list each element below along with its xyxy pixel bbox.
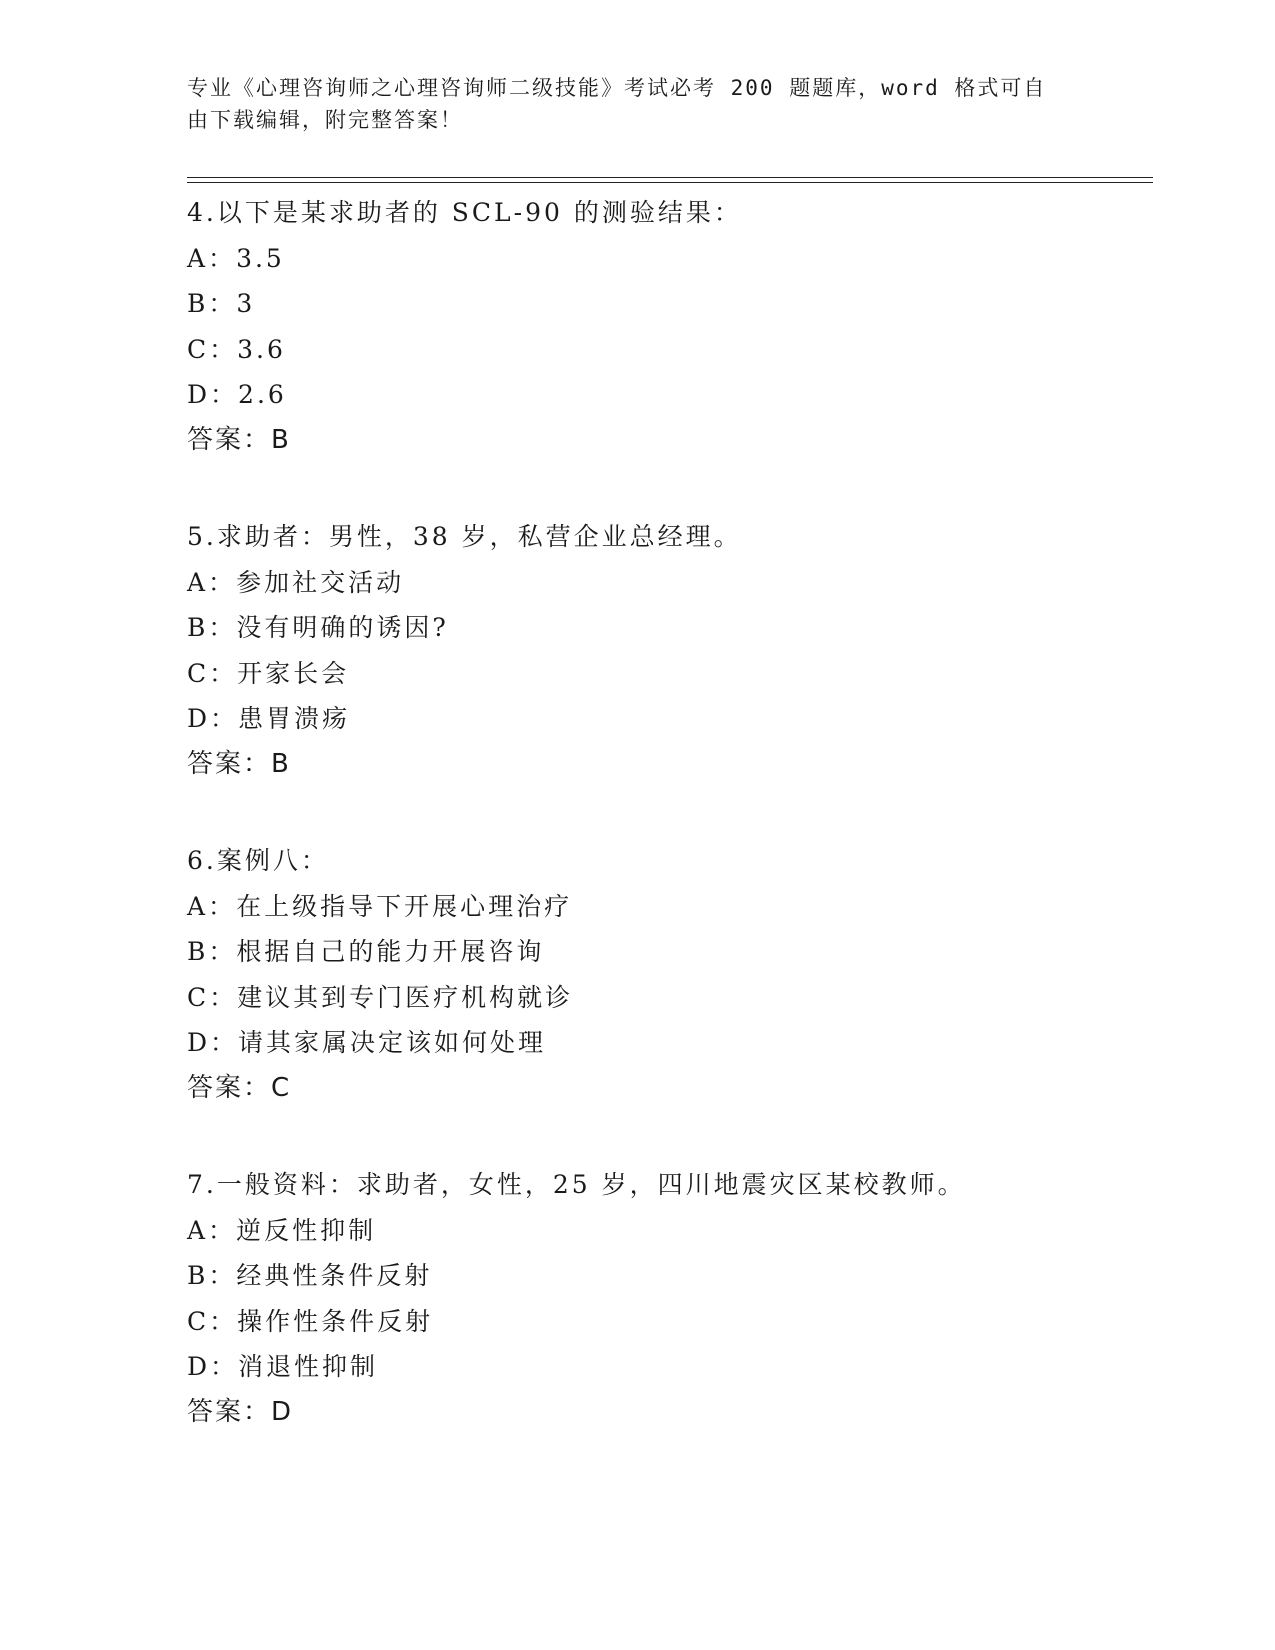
question-item [187, 514, 1147, 787]
question-stem: 5.求助者：男性，38 岁，私营企业总经理。 [187, 522, 742, 551]
option-text: 请其家属决定该如何处理 [238, 1028, 547, 1057]
document-header [187, 72, 1067, 136]
option-key: A： [187, 567, 237, 597]
option-key: C： [187, 334, 238, 364]
option-key: B： [187, 289, 237, 318]
option-key: D： [187, 1352, 239, 1381]
option-b [187, 1253, 1147, 1299]
question-stem: 7.一般资料：求助者，女性，25 岁，四川地震灾区某校教师。 [187, 1170, 966, 1199]
option-text: 3.5 [236, 243, 285, 273]
option-key: B： [187, 613, 237, 642]
question-list [187, 190, 1147, 1486]
option-b [187, 929, 1147, 975]
option-text: 参加社交活动 [236, 567, 405, 597]
option-text: 逆反性抑制 [236, 1215, 377, 1245]
question-item [187, 1162, 1147, 1435]
option-key: A： [187, 891, 237, 921]
option-d [187, 1344, 1147, 1390]
option-a [187, 560, 1147, 606]
option-d [187, 1020, 1147, 1066]
option-key: B： [187, 1261, 237, 1290]
option-text: 2.6 [238, 380, 287, 409]
option-c [187, 327, 1147, 373]
option-text: 建议其到专门医疗机构就诊 [237, 982, 574, 1012]
question-stem: 6.案例八： [187, 846, 329, 875]
option-c [187, 975, 1147, 1021]
option-b [187, 605, 1147, 651]
option-text: 消退性抑制 [238, 1352, 379, 1381]
option-key: C： [187, 982, 238, 1012]
answer-line: 答案：D [187, 1396, 294, 1427]
header-line-2: 由下载编辑，附完整答案！ [187, 108, 463, 132]
option-key: A： [187, 243, 237, 273]
option-c [187, 1299, 1147, 1345]
option-text: 在上级指导下开展心理治疗 [236, 891, 573, 921]
option-a [187, 884, 1147, 930]
option-key: C： [187, 1306, 238, 1336]
option-b [187, 281, 1147, 327]
option-text: 经典性条件反射 [236, 1261, 433, 1290]
option-key: D： [187, 380, 239, 409]
header-divider-top [187, 177, 1153, 178]
header-divider-bottom [187, 182, 1153, 183]
question-item [187, 190, 1147, 463]
question-stem: 4.以下是某求助者的 SCL-90 的测验结果： [187, 198, 742, 227]
option-key: C： [187, 658, 238, 688]
answer-line: 答案：C [187, 1072, 292, 1103]
question-item [187, 838, 1147, 1111]
option-text: 没有明确的诱因? [236, 613, 449, 642]
option-key: A： [187, 1215, 237, 1245]
option-text: 根据自己的能力开展咨询 [236, 937, 545, 966]
option-a [187, 1208, 1147, 1254]
header-line-1: 专业《心理咨询师之心理咨询师二级技能》考试必考 200 题题库，word 格式可自 [187, 76, 1047, 100]
option-d [187, 696, 1147, 742]
option-key: D： [187, 1028, 239, 1057]
option-key: B： [187, 937, 237, 966]
answer-line: 答案：B [187, 748, 291, 779]
option-text: 操作性条件反射 [237, 1306, 434, 1336]
option-c [187, 651, 1147, 697]
option-text: 患胃溃疡 [238, 704, 351, 733]
option-text: 3.6 [237, 334, 286, 364]
option-key: D： [187, 704, 239, 733]
option-text: 3 [236, 289, 256, 318]
option-a [187, 236, 1147, 282]
option-d [187, 372, 1147, 418]
answer-line: 答案：B [187, 424, 291, 455]
option-text: 开家长会 [237, 658, 350, 688]
